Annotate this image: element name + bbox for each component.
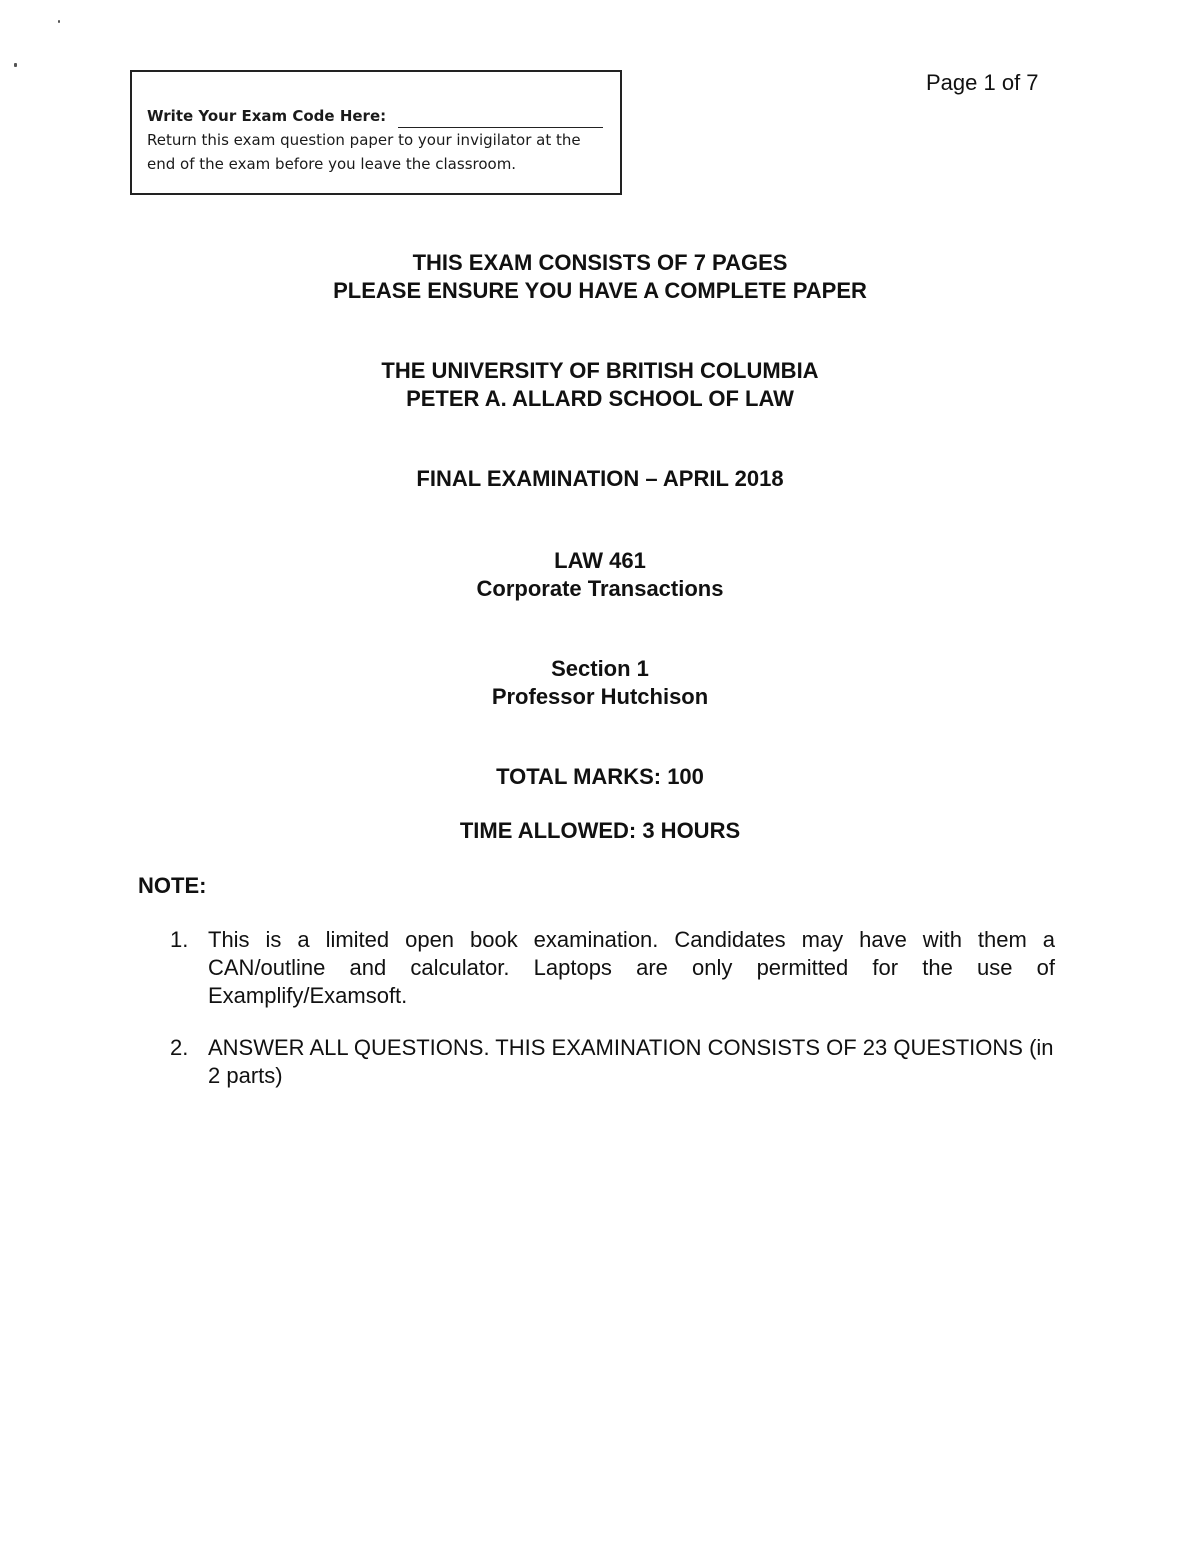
school-name: PETER A. ALLARD SCHOOL OF LAW [406, 386, 794, 411]
time-allowed-text: TIME ALLOWED: 3 HOURS [459, 818, 741, 843]
exam-title-text: FINAL EXAMINATION – APRIL 2018 [416, 466, 784, 491]
exam-title [0, 465, 1200, 493]
page-count-notice [0, 249, 1200, 305]
section-block [0, 655, 1200, 711]
total-marks [0, 763, 1200, 791]
note-item-number: 1. [170, 927, 189, 952]
note-item [170, 926, 1055, 1010]
exam-code-label: Write Your Exam Code Here: [147, 107, 387, 125]
scan-speck [58, 20, 60, 23]
course-block [0, 547, 1200, 603]
professor-name: Professor Hutchison [491, 684, 709, 709]
return-instruction-line2: end of the exam before you leave the classroom. [147, 155, 517, 173]
total-marks-text: TOTAL MARKS: 100 [496, 764, 704, 789]
institution-block [0, 357, 1200, 413]
return-instruction-line1: Return this exam question paper to your invigilator at the [147, 131, 581, 149]
note-item-number: 2. [170, 1035, 189, 1060]
page-number: Page 1 of 7 [926, 70, 1039, 95]
course-name: Corporate Transactions [476, 576, 724, 601]
note-item [170, 1034, 1055, 1090]
note-item-text: ANSWER ALL QUESTIONS. THIS EXAMINATION CONSISTS OF 23 QUESTIONS (in 2 parts) [208, 1035, 1054, 1088]
exam-code-blank[interactable] [398, 111, 603, 128]
complete-paper-line: PLEASE ENSURE YOU HAVE A COMPLETE PAPER [333, 278, 867, 303]
section-number: Section 1 [551, 656, 649, 681]
note-item-text: This is a limited open book examination. Candidates may have with them a CAN/outline and calculator. Laptops are only permitted for the use of Examplify/Examsoft. [208, 927, 1055, 1008]
course-code: LAW 461 [554, 548, 646, 573]
note-label: NOTE: [138, 873, 207, 898]
exam-code-box [130, 70, 622, 195]
scan-speck [14, 63, 17, 67]
time-allowed [0, 817, 1200, 845]
university-name: THE UNIVERSITY OF BRITISH COLUMBIA [381, 358, 819, 383]
page-count-line: THIS EXAM CONSISTS OF 7 PAGES [412, 250, 788, 275]
